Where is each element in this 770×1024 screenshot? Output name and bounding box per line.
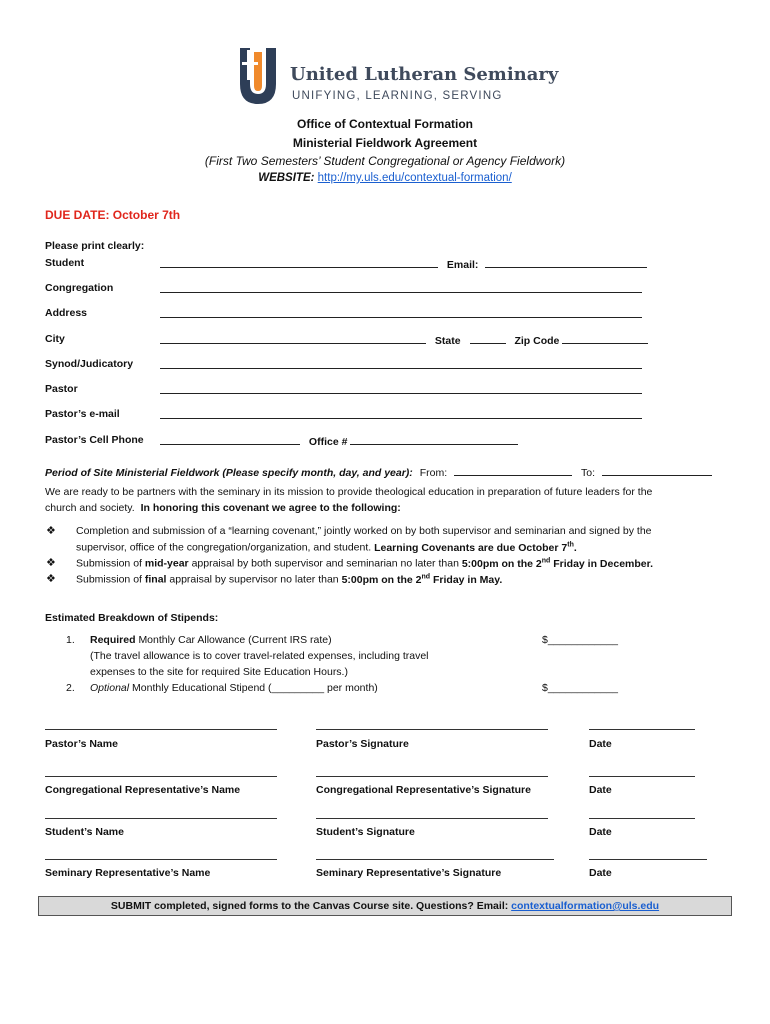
bullet-2-b: mid-year: [144, 557, 189, 570]
student-field[interactable]: [160, 257, 438, 268]
print-clearly-label: Please print clearly:: [45, 240, 145, 252]
bullet-3-d: 5:00pm on the 2: [341, 573, 422, 586]
stipend-2-text: Monthly Educational Stipend (_________ per month): [132, 682, 378, 694]
congregational-rep-signature-line[interactable]: [316, 776, 548, 777]
zip-field[interactable]: [562, 333, 648, 344]
stipend-2-optional: Optional: [90, 682, 130, 694]
bullet-3-c: appraisal by supervisor no later than: [169, 573, 339, 586]
pastor-label: Pastor: [45, 383, 78, 395]
form-title: Ministerial Fieldwork Agreement: [292, 136, 478, 150]
bullet-1-due: Learning Covenants are due October 7th.: [374, 541, 577, 554]
submit-banner: [38, 896, 732, 916]
contact-email-link[interactable]: contextualformation@uls.edu: [511, 900, 660, 912]
pastor-email-label: Pastor’s e-mail: [45, 408, 120, 420]
student-date-line[interactable]: [589, 818, 695, 819]
congregation-label: Congregation: [45, 282, 114, 294]
bullet-1-text: supervisor, office of the congregation/organization, and student.: [76, 541, 372, 554]
bullet-2-c: appraisal by both supervisor and seminarian no later than: [191, 557, 459, 570]
city-field[interactable]: [160, 333, 426, 344]
bullet-3-sup: nd: [421, 573, 431, 580]
website-label: WEBSITE:: [258, 172, 315, 184]
intro-text: church and society.: [45, 502, 135, 514]
seminary-rep-name-line[interactable]: [45, 859, 277, 860]
email-field[interactable]: [485, 257, 647, 268]
student-signature-line[interactable]: [316, 818, 548, 819]
stipend-2-amount[interactable]: $____________: [542, 682, 618, 694]
pastor-signature-line[interactable]: [316, 729, 548, 730]
stipend-1-amount[interactable]: $____________: [542, 634, 618, 646]
student-date-label: Date: [589, 826, 612, 838]
period-from-label: From:: [419, 467, 448, 479]
email-label: Email:: [446, 259, 479, 271]
logo-mark: [234, 44, 282, 108]
due-date: DUE DATE: October 7th: [45, 208, 181, 222]
seminary-rep-date-line[interactable]: [589, 859, 707, 860]
seminary-rep-date-label: Date: [589, 867, 612, 879]
intro-line-2: [45, 502, 401, 514]
period-row: [45, 465, 712, 479]
student-label: Student: [45, 257, 85, 269]
diamond-bullet-icon: ❖: [46, 573, 56, 585]
seminary-rep-name-label: Seminary Representative’s Name: [45, 867, 211, 879]
pastor-signature-label: Pastor’s Signature: [316, 738, 409, 750]
seminary-rep-signature-line[interactable]: [316, 859, 554, 860]
website-link[interactable]: http://my.uls.edu/contextual-formation/: [317, 172, 512, 184]
logo-name: United Lutheran Seminary: [290, 64, 559, 85]
pastor-cell-row: [160, 434, 518, 448]
office-field[interactable]: [350, 434, 518, 445]
stipend-2: [90, 682, 378, 694]
address-label: Address: [45, 307, 88, 319]
student-name-label: Student’s Name: [45, 826, 124, 838]
bullet-3-deadline: [342, 574, 503, 586]
bullet-3: [76, 573, 502, 586]
stipend-2-num: 2.: [66, 682, 75, 694]
intro-covenant: In honoring this covenant we agree to the following:: [140, 502, 401, 514]
bullet-1-sup: th: [567, 541, 574, 548]
stipend-1-required: Required: [90, 634, 136, 646]
student-signature-label: Student’s Signature: [316, 826, 415, 838]
city-label: City: [45, 333, 65, 345]
city-row: [160, 333, 648, 347]
office-heading: Office of Contextual Formation: [296, 117, 473, 131]
pastor-date-label: Date: [589, 738, 612, 750]
pastor-date-line[interactable]: [589, 729, 695, 730]
synod-field[interactable]: [160, 358, 642, 369]
student-name-line[interactable]: [45, 818, 277, 819]
seminary-logo: [234, 44, 559, 108]
congregational-rep-name-label: Congregational Representative’s Name: [45, 784, 241, 796]
diamond-bullet-icon: ❖: [46, 525, 56, 537]
period-to-label: To:: [580, 467, 595, 479]
state-field[interactable]: [470, 333, 506, 344]
stipend-1-num: 1.: [66, 634, 75, 646]
logo-tagline: UNIFYING, LEARNING, SERVING: [292, 90, 503, 102]
pastor-name-line[interactable]: [45, 729, 277, 730]
bullet-3-b: final: [144, 573, 167, 586]
website-line: [0, 172, 770, 184]
stipend-1: [90, 634, 332, 646]
state-label: State: [434, 335, 461, 347]
zip-label: Zip Code: [514, 335, 560, 347]
bullet-2: [76, 557, 653, 570]
pastor-email-field[interactable]: [160, 408, 642, 419]
congregation-field[interactable]: [160, 282, 642, 293]
stipends-heading: Estimated Breakdown of Stipends:: [45, 612, 219, 624]
bullet-2-deadline: [462, 558, 653, 570]
bullet-1-line-1: Completion and submission of a “learning covenant,” jointly worked on by both supervisor and seminarian and signed by the: [76, 525, 652, 537]
stipend-1-text: Monthly Car Allowance (Current IRS rate): [138, 634, 332, 646]
pastor-field[interactable]: [160, 383, 642, 394]
bullet-3-e: Friday in May.: [433, 573, 503, 586]
submit-text: SUBMIT completed, signed forms to the Canvas Course site. Questions? Email:: [110, 900, 509, 912]
bullet-1-due-text: Learning Covenants are due October 7: [374, 541, 568, 554]
bullet-2-sup: nd: [541, 557, 551, 564]
student-row: [160, 257, 647, 271]
diamond-bullet-icon: ❖: [46, 557, 56, 569]
period-to-field[interactable]: [602, 465, 712, 476]
congregational-rep-date-label: Date: [589, 784, 612, 796]
congregational-rep-name-line[interactable]: [45, 776, 277, 777]
congregational-rep-date-line[interactable]: [589, 776, 695, 777]
address-field[interactable]: [160, 307, 642, 318]
pastor-cell-label: Pastor’s Cell Phone: [45, 434, 144, 446]
seminary-rep-signature-label: Seminary Representative’s Signature: [316, 867, 502, 879]
bullet-3-a: Submission of: [76, 573, 142, 586]
congregational-rep-signature-label: Congregational Representative’s Signature: [316, 784, 531, 796]
stipend-1-note-1: (The travel allowance is to cover travel-related expenses, including travel: [90, 650, 429, 662]
pastor-name-label: Pastor’s Name: [45, 738, 118, 750]
period-label: Period of Site Ministerial Fieldwork (Please specify month, day, and year):: [45, 467, 413, 479]
bullet-2-e: Friday in December.: [553, 557, 654, 570]
office-label: Office #: [308, 436, 348, 448]
stipend-1-note-2: expenses to the site for required Site Education Hours.): [90, 666, 348, 678]
period-from-field[interactable]: [454, 465, 572, 476]
synod-label: Synod/Judicatory: [45, 358, 134, 370]
bullet-2-a: Submission of: [76, 557, 142, 570]
intro-line-1: We are ready to be partners with the seminary in its mission to provide theological education in preparation of future leaders for the: [45, 486, 653, 498]
form-subtitle: (First Two Semesters’ Student Congregational or Agency Fieldwork): [204, 154, 566, 168]
bullet-2-d: 5:00pm on the 2: [461, 557, 542, 570]
bullet-1-line-2: [76, 541, 577, 554]
pastor-cell-field[interactable]: [160, 434, 300, 445]
